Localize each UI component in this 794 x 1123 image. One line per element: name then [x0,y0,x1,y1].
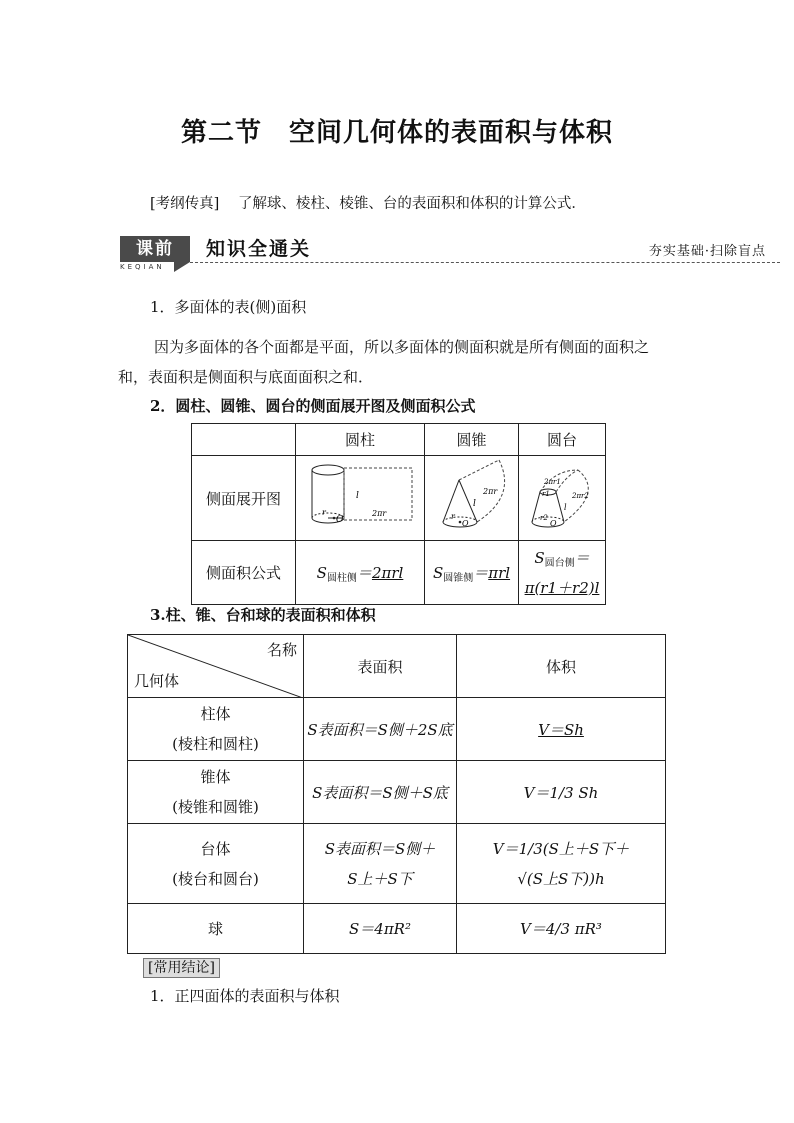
col-surface-header: 表面积 [304,635,457,698]
cylinder-net-cell [296,456,425,541]
cyl-o-label: O [336,515,344,525]
conclusion-tag: [常用结论] [143,958,220,978]
section2-heading: 2．圆柱、圆锥、圆台的侧面展开图及侧面积公式 [150,397,476,415]
cyl-2pir-label: 2πr [372,509,387,518]
frustum-volume: V＝1/3(S上＋S下＋ √(S上S下))h [457,824,666,904]
banner-badge-sub: KEQIAN [120,263,165,271]
row-label-net: 侧面展开图 [192,456,296,541]
cone-l-label: l [472,499,476,509]
frustum-2pir2-label: 2πr2 [572,492,589,500]
frustum-net-figure [520,456,604,536]
banner-badge-tail [174,262,190,272]
conclusion-item-1: 1．正四面体的表面积与体积 [150,987,340,1005]
syllabus-tag: [考纲传真] [150,196,220,212]
sphere-volume: V＝4/3 πR³ [457,904,666,954]
cyl-l-label: l [356,491,359,501]
frustum-formula: $S_{圆台侧}=$ π(r1＋r2)l [519,541,606,605]
header-empty [192,424,296,456]
cone-net-figure [427,456,517,536]
frustum-r1-label: r1 [542,490,550,498]
header-frustum: 圆台 [519,424,606,456]
lateral-area-table [191,423,606,605]
pyramid-volume: V＝1/3 Sh [457,761,666,824]
cylinder-formula: $S_{圆柱侧}=2\pi rl$ [296,541,425,605]
corner-top-label: 名称 [266,641,297,659]
row-pyramid-name: 锥体 (棱锥和圆锥) [128,761,304,824]
section1-heading: 1．多面体的表(侧)面积 [150,298,307,316]
header-cylinder: 圆柱 [296,424,425,456]
frustum-net-cell [519,456,606,541]
prism-surface: S表面积＝S侧＋2S底 [304,698,457,761]
banner-title: 知识全通关 [206,238,312,260]
frustum-o-label: O [550,519,557,528]
cone-2pir-label: 2πr [482,487,497,496]
banner-divider [190,262,780,263]
pyramid-surface: S表面积＝S侧＋S底 [304,761,457,824]
row-label-formula: 侧面积公式 [192,541,296,605]
corner-bottom-label: 几何体 [134,672,180,690]
cyl-r-label: r [322,508,326,517]
frustum-l-label: l [564,503,567,512]
cone-o-label: O [461,519,469,528]
row-prism-name: 柱体 (棱柱和圆柱) [128,698,304,761]
cone-formula: $S_{圆锥侧}=\pi rl$ [425,541,519,605]
row-sphere-name: 球 [128,904,304,954]
prism-volume: V＝Sh [457,698,666,761]
syllabus [150,192,586,213]
page-title: 第二节 空间几何体的表面积与体积 [180,118,613,148]
section3-heading: 3.柱、锥、台和球的表面积和体积 [150,606,376,624]
section1-paragraph: 因为多面体的各个面都是平面，所以多面体的侧面积就是所有侧面的面积之和，表面积是侧面积与底面面积之和． [118,338,650,386]
section-banner [118,230,780,272]
banner-badge: 课前 [120,236,190,262]
cylinder-net-figure [298,456,422,536]
frustum-surface: S表面积＝S侧＋ S上＋S下 [304,824,457,904]
syllabus-text: 了解球、棱柱、棱锥、台的表面积和体积的计算公式． [237,196,586,212]
row-frustum-name: 台体 (棱台和圆台) [128,824,304,904]
corner-header [128,635,304,698]
frustum-r2-label: r2 [540,514,548,522]
col-volume-header: 体积 [457,635,666,698]
banner-motto: 夯实基础·扫除盲点 [648,244,766,259]
header-cone: 圆锥 [425,424,519,456]
cone-net-cell [425,456,519,541]
cone-r-label: r [450,512,455,521]
sphere-surface: S＝4πR² [304,904,457,954]
surface-volume-table [127,634,666,954]
frustum-2pir1-label: 2πr1 [544,478,561,486]
